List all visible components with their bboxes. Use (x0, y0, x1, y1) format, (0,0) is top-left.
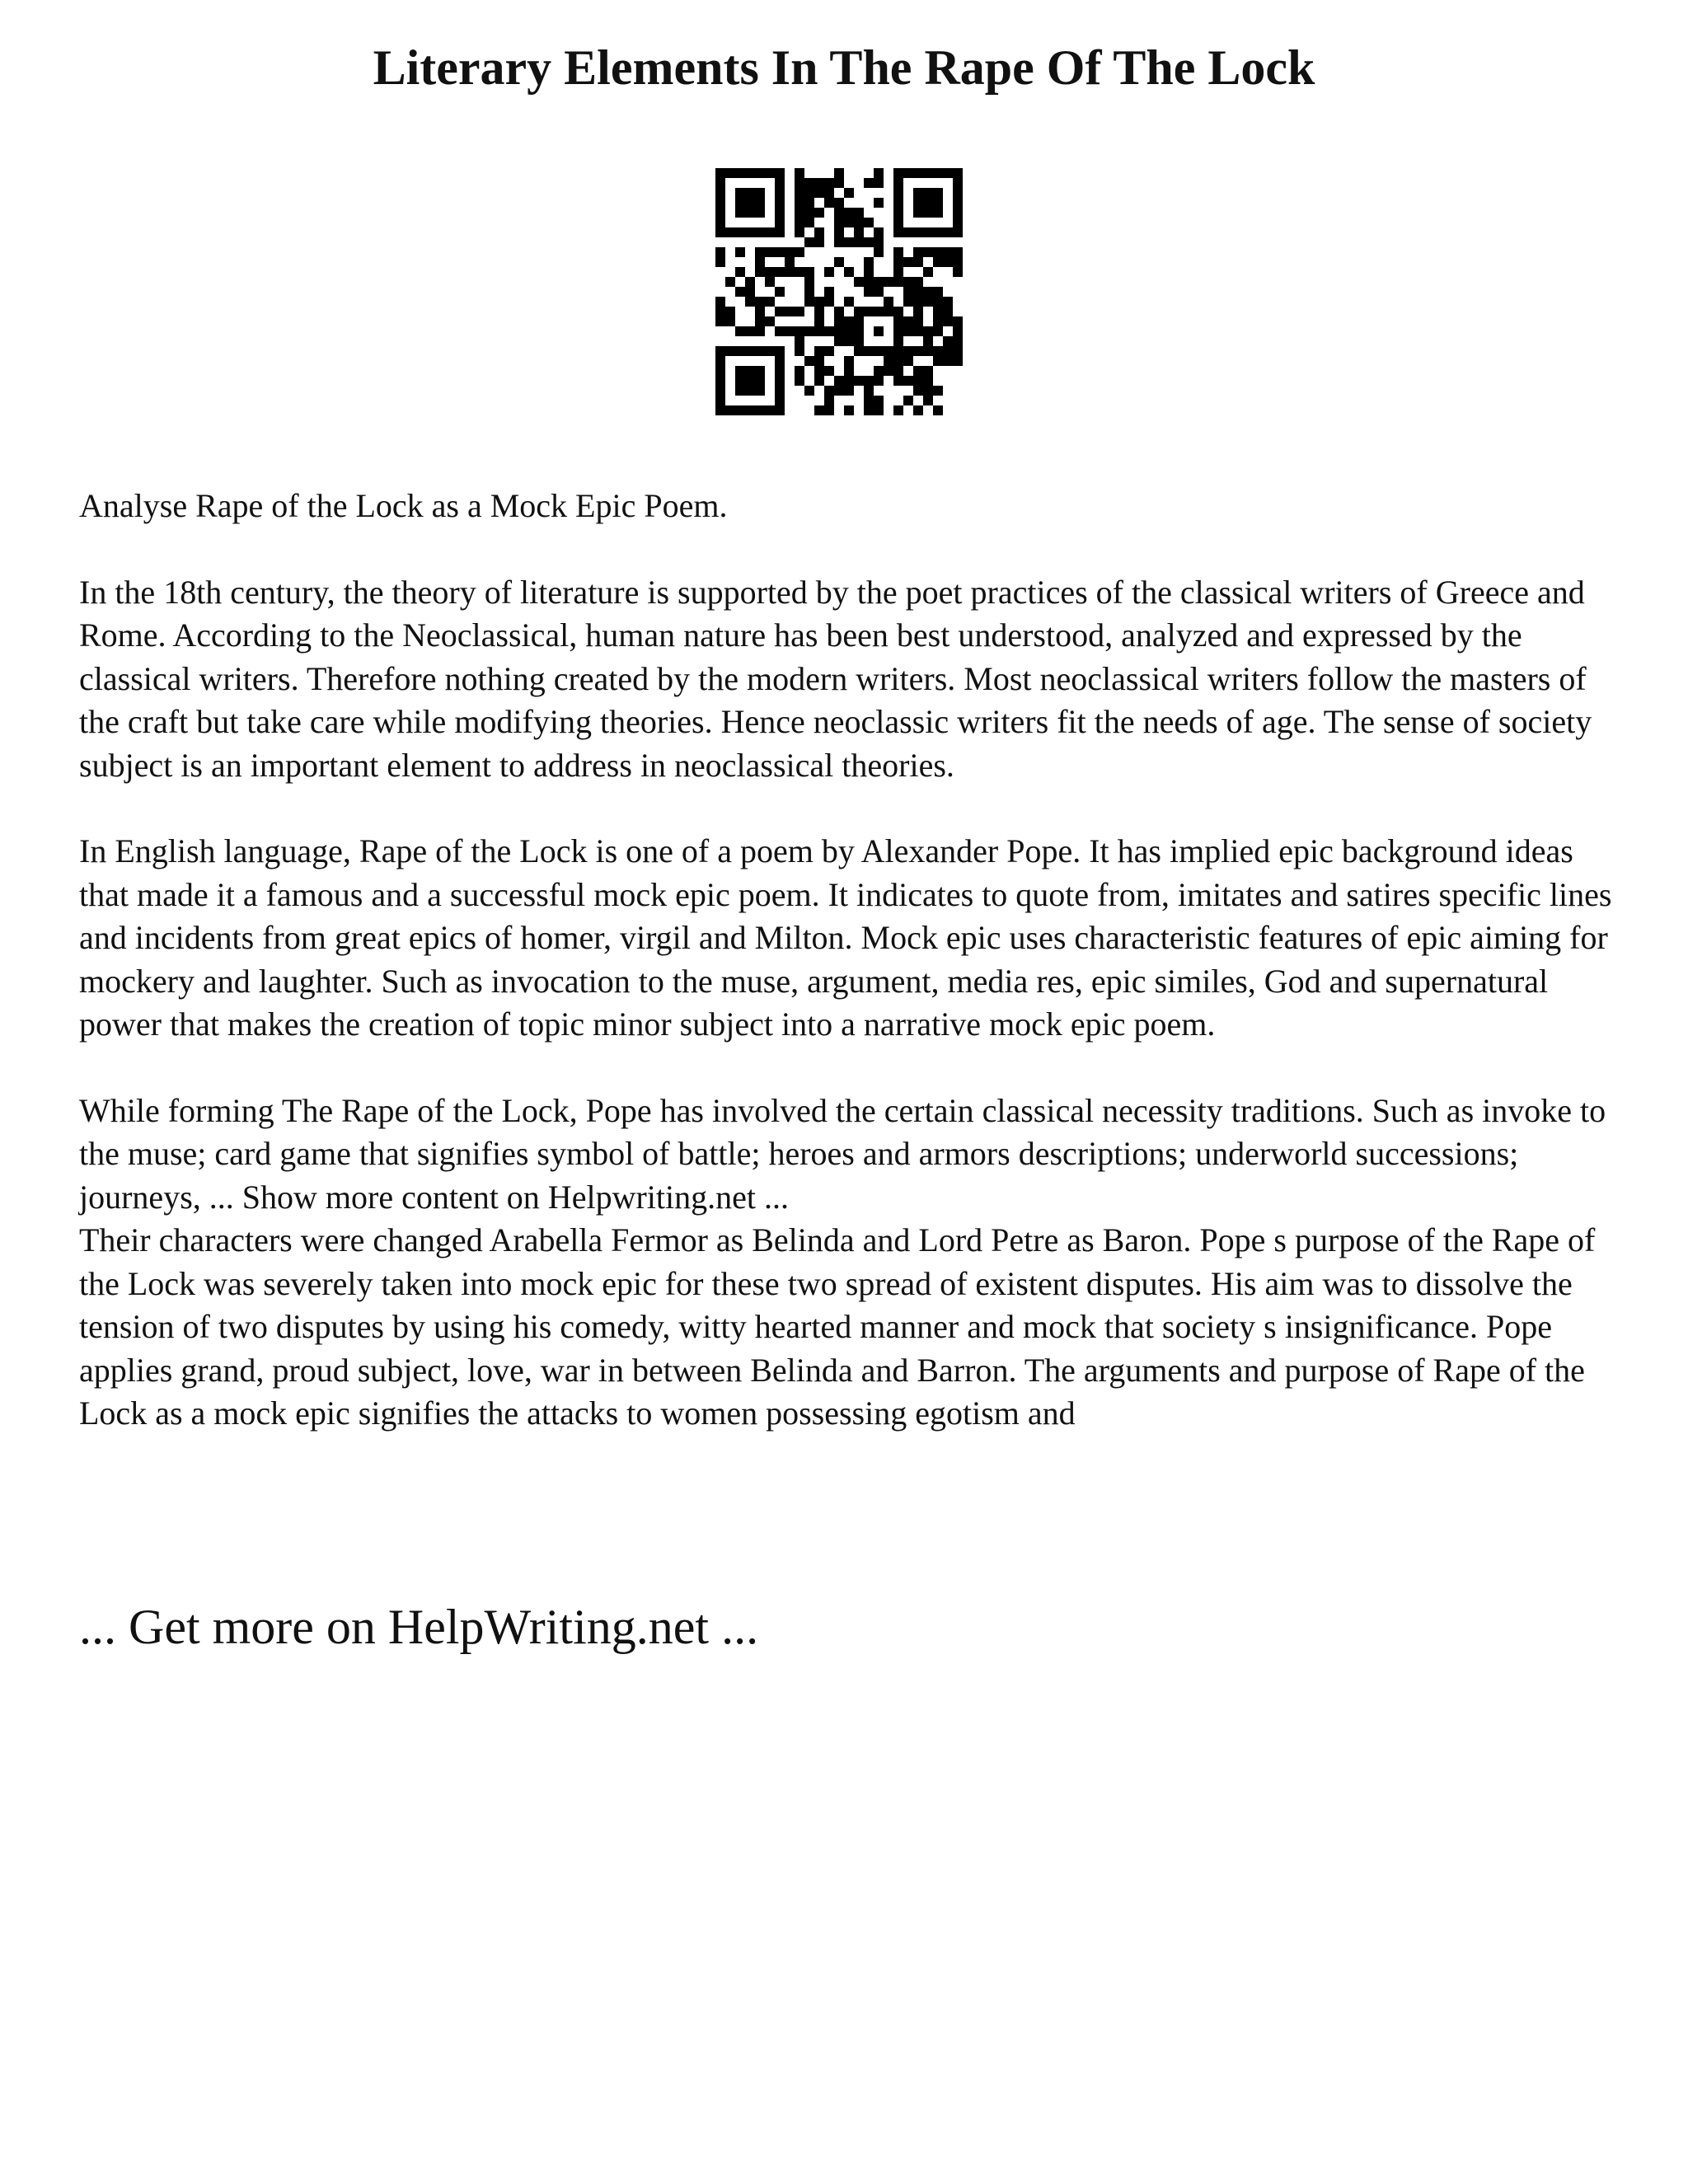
article-heading-line: Analyse Rape of the Lock as a Mock Epic Poem. (79, 487, 728, 524)
get-more-link[interactable]: ... Get more on HelpWriting.net ... (79, 1600, 759, 1654)
paragraph-classical-traditions: While forming The Rape of the Lock, Pope has involved the certain classical necessity traditions. Such as invoke to the muse; card game that signifies symbol of battle; heroes and armors descriptions; underworld successions; journeys, ... Show more content on Helpwriting.net ... (79, 1091, 1606, 1216)
qr-code-icon (715, 168, 963, 415)
article-body (79, 485, 1629, 1436)
paragraph-neoclassical-theory: In the 18th century, the theory of literature is supported by the poet practices of the classical writers of Greece and Rome. According to the Neoclassical, human nature has been best understood, analyzed and expressed by the classical writers. Therefore nothing created by the modern writers. Most neoclassical writers follow the masters of the craft but take care while modifying theories. Hence neoclassic writers fit the needs of age. The sense of society subject is an important element to address in neoclassical theories. (79, 573, 1592, 784)
paragraph-mock-epic-features: In English language, Rape of the Lock is one of a poem by Alexander Pope. It has implied epic background ideas that made it a famous and a successful mock epic poem. It indicates to quote from, imitates and satires specific lines and incidents from great epics of homer, virgil and Milton. Mock epic uses characteristic features of epic aiming for mockery and laughter. Such as invocation to the muse, argument, media res, epic similes, God and supernatural power that makes the creation of topic minor subject into a narrative mock epic poem. (79, 832, 1612, 1043)
page-title: Literary Elements In The Rape Of The Lock (373, 40, 1315, 95)
paragraph-characters-purpose: Their characters were changed Arabella Fermor as Belinda and Lord Petre as Baron. Pope s purpose of the Rape of the Lock was severely taken into mock epic for these two spread of existent disputes. His aim was to dissolve the tension of two disputes by using his comedy, witty hearted manner and mock that society s insignificance. Pope applies grand, proud subject, love, war in between Belinda and Barron. The arguments and purpose of Rape of the Lock as a mock epic signifies the attacks to women possessing egotism and (79, 1221, 1596, 1432)
